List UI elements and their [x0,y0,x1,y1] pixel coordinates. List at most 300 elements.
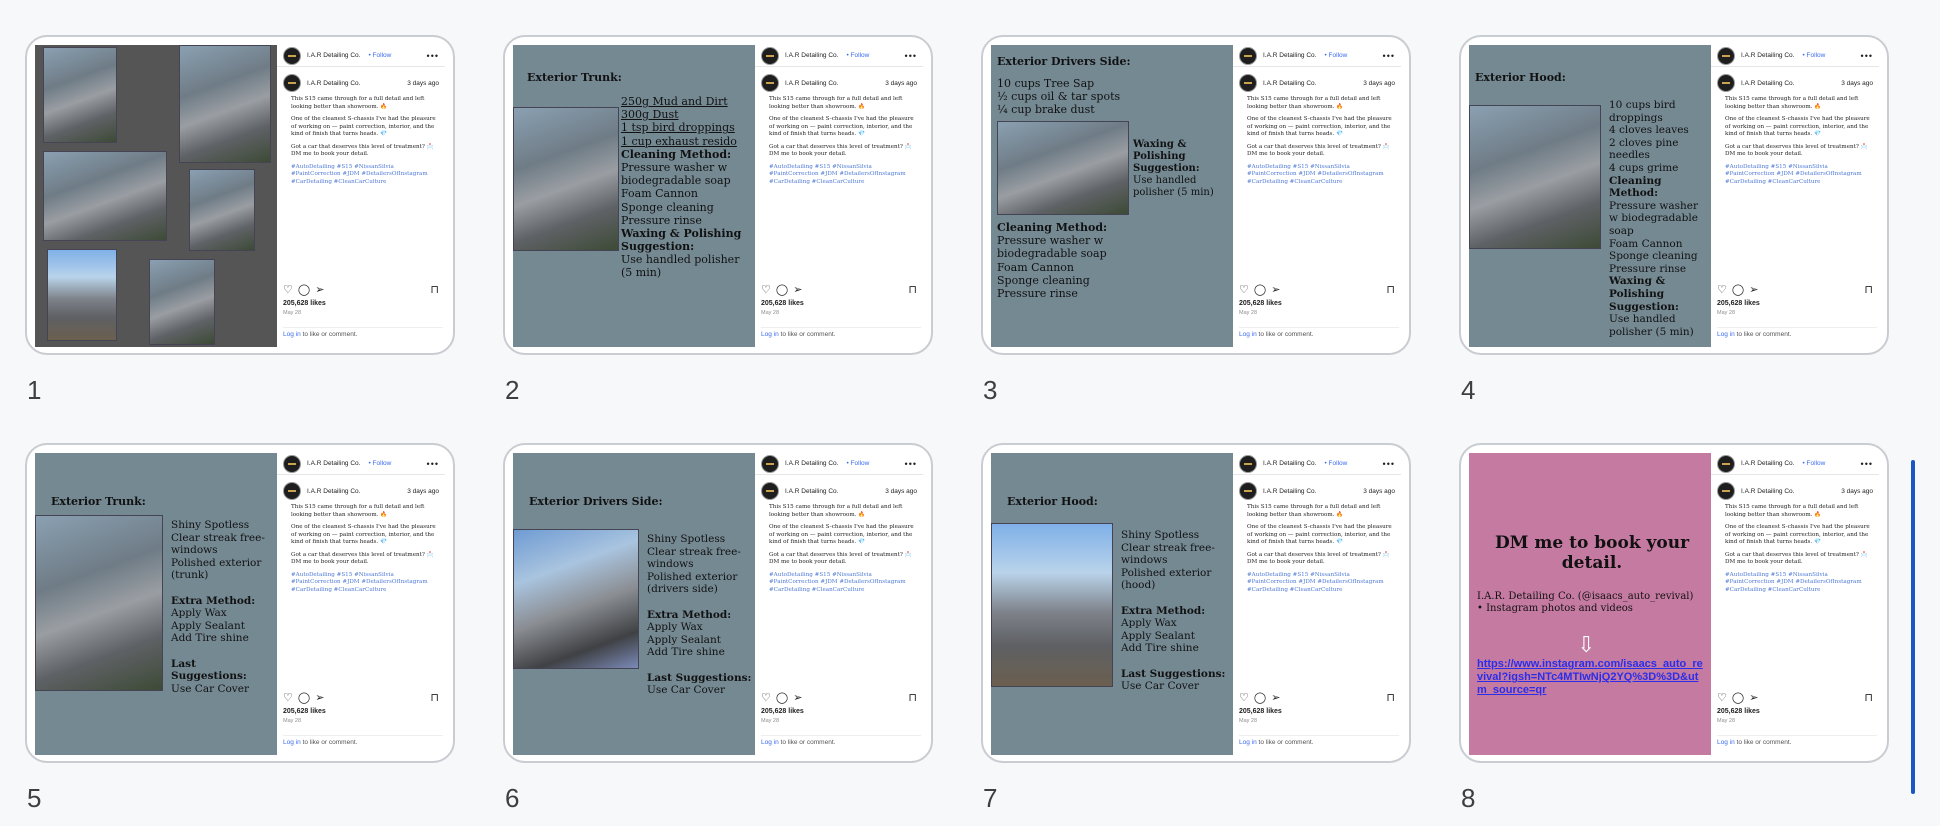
hashtags[interactable]: #AutoDetailing #S15 #NissanSilvia #PaintCorrection #JDM #DetailersOfInstagram #CarDetailing #CleanCarCulture [1247,163,1384,185]
text-line: Foam Cannon [621,187,698,201]
avatar[interactable] [761,482,779,500]
comment-icon[interactable]: ◯ [1253,692,1267,704]
slide-thumbnail[interactable] [503,35,933,355]
caption-header [1711,475,1879,504]
login-prompt [1239,327,1399,338]
post-header [1711,45,1879,67]
login-prompt [761,735,921,746]
slide-text [1121,529,1231,693]
hashtags[interactable]: #AutoDetailing #S15 #NissanSilvia #PaintCorrection #JDM #DetailersOfInstagram #CarDetailing #CleanCarCulture [291,163,428,185]
text-line: Apply Wax [171,607,227,620]
caption [1711,504,1879,594]
text-line: Pressure rinse [621,213,702,227]
share-icon[interactable]: ➢ [1749,284,1759,296]
post-actions [283,283,439,296]
slide-grid [25,35,1895,823]
text-line: Polished exterior (hood) [1121,566,1212,592]
text-line: ½ cups oil & tar spots [997,90,1121,104]
login-prompt-text: to like or comment. [1734,739,1792,746]
bookmark-icon[interactable]: ⊓ [1386,284,1395,296]
text-line: Add Tire shine [171,632,249,645]
slide-title: Exterior Trunk: [527,71,622,84]
caption-paragraph: This S15 came through for a full detail and left looking better than showroom. 🔥 [1247,504,1381,518]
heart-icon[interactable]: ♡ [283,692,293,704]
car-photo [513,107,619,251]
likes-count: 205,628 likes [1717,300,1760,307]
text-line: Pressure rinse [997,286,1078,300]
account-name[interactable]: I.A.R Detailing Co. [785,487,839,495]
post-time: 3 days ago [885,79,917,87]
more-options-icon[interactable]: ••• [1860,458,1873,469]
account-name[interactable]: I.A.R Detailing Co. [1263,487,1317,495]
slide-graphic [1469,45,1711,347]
more-options-icon[interactable]: ••• [904,50,917,61]
heart-icon[interactable]: ♡ [1239,692,1249,704]
slide-title: Exterior Drivers Side: [997,55,1131,68]
caption-header [277,475,445,504]
last-title: Last Suggestions: [647,671,752,684]
login-prompt-text: to like or comment. [300,739,358,746]
text-line: Pressure washer w biodegradable soap [621,160,731,188]
method-title: Cleaning Method: [997,221,1108,234]
post-time: 3 days ago [1363,79,1395,87]
caption-paragraph: Got a car that deserves this level of treatment? 📩 DM me to book your detail. [769,551,912,566]
avatar[interactable] [761,455,779,473]
comment-icon[interactable]: ◯ [1253,284,1267,296]
bookmark-icon[interactable]: ⊓ [1864,692,1873,704]
slide-4-wrapper [1459,35,1889,415]
login-prompt-text: to like or comment. [778,331,836,338]
car-photo [149,259,215,345]
arrow-down-icon: ⇩ [1577,633,1596,658]
hashtags[interactable]: #AutoDetailing #S15 #NissanSilvia #PaintCorrection #JDM #DetailersOfInstagram #CarDetailing #CleanCarCulture [769,163,906,185]
slide-thumbnail[interactable] [25,443,455,763]
text-line: Foam Cannon [1609,237,1683,250]
bookmark-icon[interactable]: ⊓ [430,692,439,704]
login-prompt [283,327,443,338]
text-line: Shiny Spotless [647,533,726,545]
login-link[interactable]: Log in [761,739,779,746]
car-photo [47,249,117,341]
caption-paragraph: Got a car that deserves this level of treatment? 📩 DM me to book your detail. [769,143,912,158]
slide-8-wrapper [1459,443,1889,823]
avatar[interactable] [761,47,779,65]
more-options-icon[interactable]: ••• [904,458,917,469]
share-icon[interactable]: ➢ [315,284,325,296]
slide-number: 3 [983,375,998,405]
slide-text [1133,139,1231,199]
slide-graphic [35,453,277,755]
post-time: 3 days ago [407,487,439,495]
text-line: Use handled polisher (5 min) [1609,313,1694,338]
text-line: Pressure rinse [1609,262,1687,275]
instagram-url-link[interactable]: https://www.instagram.com/isaacs_auto_revival?igsh=NTc4MTIwNjQ2YQ%3D%3D&utm_source=qr [1477,658,1703,697]
instagram-post-panel [277,453,445,755]
likes-count: 205,628 likes [283,300,326,307]
post-date: May 28 [1239,310,1258,316]
avatar[interactable] [1239,482,1257,500]
comment-icon[interactable]: ◯ [775,692,789,704]
slide-graphic [513,453,755,755]
text-line: Polished exterior (trunk) [171,556,262,582]
avatar[interactable] [283,47,301,65]
caption-paragraph: Got a car that deserves this level of treatment? 📩 DM me to book your detail. [291,551,434,566]
car-photo [997,121,1129,215]
follow-button[interactable]: • Follow [368,52,392,59]
more-options-icon[interactable]: ••• [1382,458,1395,469]
text-line: Use handled polisher (5 min) [621,253,740,280]
login-prompt-text: to like or comment. [300,331,358,338]
caption-paragraph: One of the cleanest S-chassis I've had the pleasure of working on — paint correction, interior, and the kind of finish that turns heads. 💎 [769,116,914,138]
caption-paragraph: This S15 came through for a full detail and left looking better than showroom. 🔥 [769,504,903,518]
last-title: Last Suggestions: [171,657,247,683]
avatar[interactable] [761,74,779,92]
post-date: May 28 [283,718,302,724]
text-line: Clear streak free-windows [1121,541,1215,567]
wax-title: Waxing & Polishing Suggestion: [621,226,742,254]
caption-paragraph: This S15 came through for a full detail and left looking better than showroom. 🔥 [1725,504,1859,518]
post-header [1233,453,1401,475]
post-header [755,45,923,67]
caption-paragraph: One of the cleanest S-chassis I've had the pleasure of working on — paint correction, interior, and the kind of finish that turns heads. 💎 [291,524,436,546]
bookmark-icon[interactable]: ⊓ [430,284,439,296]
login-link[interactable]: Log in [761,331,779,338]
avatar[interactable] [1239,455,1257,473]
caption-paragraph: This S15 came through for a full detail and left looking better than showroom. 🔥 [1725,96,1859,110]
account-name[interactable]: I.A.R Detailing Co. [1263,460,1317,467]
text-line: Add Tire shine [1121,642,1199,655]
slide-thumbnail[interactable] [1459,35,1889,355]
post-actions [283,691,439,704]
avatar[interactable] [283,74,301,92]
comment-icon[interactable]: ◯ [1731,284,1745,296]
text-line: Clear streak free-windows [171,531,265,557]
login-prompt [1239,735,1399,746]
slide-title: Exterior Drivers Side: [529,495,663,508]
slide-thumbnail[interactable] [25,35,455,355]
slide-title: Exterior Trunk: [51,495,146,508]
text-line: Pressure washer w biodegradable soap [997,234,1107,261]
post-actions [1717,691,1873,704]
post-time: 3 days ago [885,487,917,495]
account-name[interactable]: I.A.R Detailing Co. [307,487,361,495]
text-line: Pressure washer w biodegradable soap [1609,199,1699,237]
text-line: Use Car Cover [171,682,249,695]
login-link[interactable]: Log in [1239,331,1257,338]
follow-button[interactable]: • Follow [1324,460,1348,467]
caption [1711,96,1879,186]
hashtags[interactable]: #AutoDetailing #S15 #NissanSilvia #PaintCorrection #JDM #DetailersOfInstagram #CarDetailing #CleanCarCulture [1725,163,1862,185]
post-time: 3 days ago [1841,487,1873,495]
login-link[interactable]: Log in [283,331,301,338]
post-time: 3 days ago [1841,79,1873,87]
slide-text [1477,591,1707,615]
text-line: Use handled polisher (5 min) [1133,175,1214,198]
slide-graphic [513,45,755,347]
more-options-icon[interactable]: ••• [426,50,439,61]
slide-number: 6 [505,783,520,813]
text-line: 300g Dust [621,108,679,122]
slide-title: Exterior Hood: [1007,495,1098,508]
post-date: May 28 [761,310,780,316]
bookmark-icon[interactable]: ⊓ [1386,692,1395,704]
car-photo [991,523,1113,687]
avatar[interactable] [1717,74,1735,92]
account-name[interactable]: I.A.R Detailing Co. [307,460,361,467]
account-name[interactable]: I.A.R Detailing Co. [1741,52,1795,59]
post-date: May 28 [1717,718,1736,724]
text-line: 10 cups Tree Sap [997,77,1095,90]
car-photo [43,47,117,143]
car-photo [179,45,271,163]
more-options-icon[interactable]: ••• [426,458,439,469]
slide-number: 7 [983,783,998,813]
account-name[interactable]: I.A.R Detailing Co. [307,79,361,87]
comment-icon[interactable]: ◯ [1731,692,1745,704]
instagram-post-panel [755,453,923,755]
text-line: Apply Wax [647,621,703,634]
slide-thumbnail[interactable] [1459,443,1889,763]
avatar[interactable] [1717,47,1735,65]
post-header [1711,453,1879,475]
slide-text [647,533,753,697]
wax-title: Waxing & Polishing Suggestion: [1609,275,1679,313]
bookmark-icon[interactable]: ⊓ [908,284,917,296]
login-prompt-text: to like or comment. [1256,331,1314,338]
share-icon[interactable]: ➢ [1271,284,1281,296]
slide-text [621,95,751,280]
account-name[interactable]: I.A.R Detailing Co. [1741,487,1795,495]
comment-icon[interactable]: ◯ [297,284,311,296]
text-line: Shiny Spotless [171,519,250,531]
text-line: 4 cups grime [1609,161,1679,174]
text-line: Polished exterior (drivers side) [647,570,738,596]
share-icon[interactable]: ➢ [793,692,803,704]
heart-icon[interactable]: ♡ [283,284,293,296]
caption-paragraph: Got a car that deserves this level of treatment? 📩 DM me to book your detail. [291,143,434,158]
account-name[interactable]: I.A.R Detailing Co. [1263,79,1317,87]
car-photo [1469,105,1601,249]
account-name[interactable]: I.A.R Detailing Co. [1263,52,1317,59]
caption-header [1233,475,1401,504]
car-photo [43,151,167,241]
caption-paragraph: One of the cleanest S-chassis I've had the pleasure of working on — paint correction, interior, and the kind of finish that turns heads. 💎 [1247,524,1392,546]
caption-paragraph: Got a car that deserves this level of treatment? 📩 DM me to book your detail. [1725,143,1868,158]
post-actions [1239,691,1395,704]
caption-paragraph: Got a car that deserves this level of treatment? 📩 DM me to book your detail. [1247,143,1390,158]
share-icon[interactable]: ➢ [315,692,325,704]
caption-header [277,67,445,96]
share-icon[interactable]: ➢ [793,284,803,296]
comment-icon[interactable]: ◯ [775,284,789,296]
caption-paragraph: This S15 came through for a full detail and left looking better than showroom. 🔥 [769,96,903,110]
instagram-post-panel [1233,453,1401,755]
caption-paragraph: One of the cleanest S-chassis I've had the pleasure of working on — paint correction, interior, and the kind of finish that turns heads. 💎 [291,116,436,138]
last-title: Last Suggestions: [1121,667,1226,680]
post-time: 3 days ago [1363,487,1395,495]
slide-number: 5 [27,783,42,813]
text-line: 250g Mud and Dirt [621,95,728,108]
caption-paragraph: Got a car that deserves this level of treatment? 📩 DM me to book your detail. [1247,551,1390,566]
slide-headline: DM me to book your detail. [1494,533,1690,573]
account-name[interactable]: I.A.R Detailing Co. [1741,79,1795,87]
text-line: Sponge cleaning [997,273,1090,287]
follow-button[interactable]: • Follow [1802,460,1826,467]
slide-number: 4 [1461,375,1476,405]
avatar[interactable] [1239,74,1257,92]
slide-thumbnail[interactable] [981,443,1411,763]
method-title: Extra Method: [647,608,732,621]
share-icon[interactable]: ➢ [1271,692,1281,704]
likes-count: 205,628 likes [761,708,804,715]
text-line: 1 cup exhaust resido [621,134,737,148]
account-name[interactable]: I.A.R Detailing Co. [785,460,839,467]
slide-3-wrapper [981,35,1411,415]
heart-icon[interactable]: ♡ [1717,692,1727,704]
text-line: 1 tsp bird droppings [621,121,735,135]
slide-thumbnail[interactable] [981,35,1411,355]
instagram-post-panel [755,45,923,347]
slide-graphic [1469,453,1711,755]
avatar[interactable] [283,482,301,500]
text-line: Apply Sealant [1121,629,1195,642]
caption-paragraph: This S15 came through for a full detail and left looking better than showroom. 🔥 [291,96,425,110]
heart-icon[interactable]: ♡ [1717,284,1727,296]
hashtags[interactable]: #AutoDetailing #S15 #NissanSilvia #PaintCorrection #JDM #DetailersOfInstagram #CarDetailing #CleanCarCulture [1247,571,1384,593]
caption-paragraph: This S15 came through for a full detail and left looking better than showroom. 🔥 [1247,96,1381,110]
account-name[interactable]: I.A.R Detailing Co. [1741,460,1795,467]
text-line: Use Car Cover [647,684,725,697]
caption [1233,96,1401,186]
caption-header [1711,67,1879,96]
post-header [277,453,445,475]
instagram-post-panel [1711,45,1879,347]
caption-header [755,475,923,504]
instagram-post-panel [1711,453,1879,755]
hashtags[interactable]: #AutoDetailing #S15 #NissanSilvia #PaintCorrection #JDM #DetailersOfInstagram #CarDetailing #CleanCarCulture [291,571,428,593]
text-line: Clear streak free-windows [647,545,741,571]
more-options-icon[interactable]: ••• [1382,50,1395,61]
login-link[interactable]: Log in [1717,331,1735,338]
text-line: 4 cloves leaves [1609,124,1689,137]
hashtags[interactable]: #AutoDetailing #S15 #NissanSilvia #PaintCorrection #JDM #DetailersOfInstagram #CarDetailing #CleanCarCulture [769,571,906,593]
slide-graphic [35,45,277,347]
bookmark-icon[interactable]: ⊓ [1864,284,1873,296]
text-line: • Instagram photos and videos [1477,603,1633,614]
text-line: Apply Wax [1121,617,1177,630]
caption [1233,504,1401,594]
caption [277,504,445,594]
post-date: May 28 [283,310,302,316]
text-line: Apply Sealant [647,633,721,646]
text-line: ¼ cup brake dust [997,103,1095,117]
account-name[interactable]: I.A.R Detailing Co. [307,52,361,59]
follow-button[interactable]: • Follow [846,460,870,467]
avatar[interactable] [1239,47,1257,65]
text-line: 2 cloves pine needles [1609,136,1679,162]
caption-header [755,67,923,96]
slide-text [171,519,275,695]
heart-icon[interactable]: ♡ [1239,284,1249,296]
caption-paragraph: One of the cleanest S-chassis I've had the pleasure of working on — paint correction, interior, and the kind of finish that turns heads. 💎 [1247,116,1392,138]
post-actions [761,283,917,296]
slide-graphic [991,453,1233,755]
account-name[interactable]: I.A.R Detailing Co. [785,79,839,87]
avatar[interactable] [1717,455,1735,473]
car-photo [513,529,639,669]
caption-paragraph: Got a car that deserves this level of treatment? 📩 DM me to book your detail. [1725,551,1868,566]
method-title: Extra Method: [171,594,256,607]
text-line: 10 cups bird droppings [1609,99,1676,124]
avatar[interactable] [283,455,301,473]
post-header [277,45,445,67]
follow-button[interactable]: • Follow [1324,52,1348,59]
account-name[interactable]: I.A.R Detailing Co. [785,52,839,59]
slide-number: 8 [1461,783,1476,813]
slide-graphic [991,45,1233,347]
heart-icon[interactable]: ♡ [761,692,771,704]
post-actions [1717,283,1873,296]
heart-icon[interactable]: ♡ [761,284,771,296]
hashtags[interactable]: #AutoDetailing #S15 #NissanSilvia #PaintCorrection #JDM #DetailersOfInstagram #CarDetailing #CleanCarCulture [1725,571,1862,593]
slide-text [1609,99,1709,338]
text-line: Foam Cannon [997,260,1074,274]
avatar[interactable] [1717,482,1735,500]
post-header [755,453,923,475]
slide-6-wrapper [503,443,933,823]
follow-button[interactable]: • Follow [368,460,392,467]
instagram-post-panel [277,45,445,347]
text-line: Shiny Spotless [1121,529,1200,541]
comment-icon[interactable]: ◯ [297,692,311,704]
instagram-post-panel [1233,45,1401,347]
post-actions [761,691,917,704]
text-line: Use Car Cover [1121,680,1199,693]
likes-count: 205,628 likes [283,708,326,715]
text-line: Add Tire shine [647,646,725,659]
login-link[interactable]: Log in [283,739,301,746]
post-date: May 28 [1239,718,1258,724]
login-prompt [1717,735,1877,746]
car-photo [35,515,163,691]
caption-header [1233,67,1401,96]
slide-1-wrapper [25,35,455,415]
more-options-icon[interactable]: ••• [1860,50,1873,61]
bookmark-icon[interactable]: ⊓ [908,692,917,704]
method-title: Cleaning Method: [621,147,732,161]
login-prompt-text: to like or comment. [1734,331,1792,338]
account-handle: I.A.R. Detailing Co. (@isaacs_auto_revival) [1477,591,1694,602]
slide-title: Exterior Hood: [1475,71,1566,84]
login-link[interactable]: Log in [1239,739,1257,746]
post-actions [1239,283,1395,296]
caption-paragraph: This S15 came through for a full detail and left looking better than showroom. 🔥 [291,504,425,518]
scrollbar[interactable] [1911,460,1915,794]
slide-thumbnail[interactable] [503,443,933,763]
login-link[interactable]: Log in [1717,739,1735,746]
follow-button[interactable]: • Follow [1802,52,1826,59]
share-icon[interactable]: ➢ [1749,692,1759,704]
follow-button[interactable]: • Follow [846,52,870,59]
post-time: 3 days ago [407,79,439,87]
caption-paragraph: One of the cleanest S-chassis I've had the pleasure of working on — paint correction, interior, and the kind of finish that turns heads. 💎 [1725,116,1870,138]
method-title: Extra Method: [1121,604,1206,617]
slide-text [997,221,1127,300]
slide-number: 2 [505,375,520,405]
slide-number: 1 [27,375,42,405]
method-title: Cleaning Method: [1609,174,1662,200]
caption [755,504,923,594]
